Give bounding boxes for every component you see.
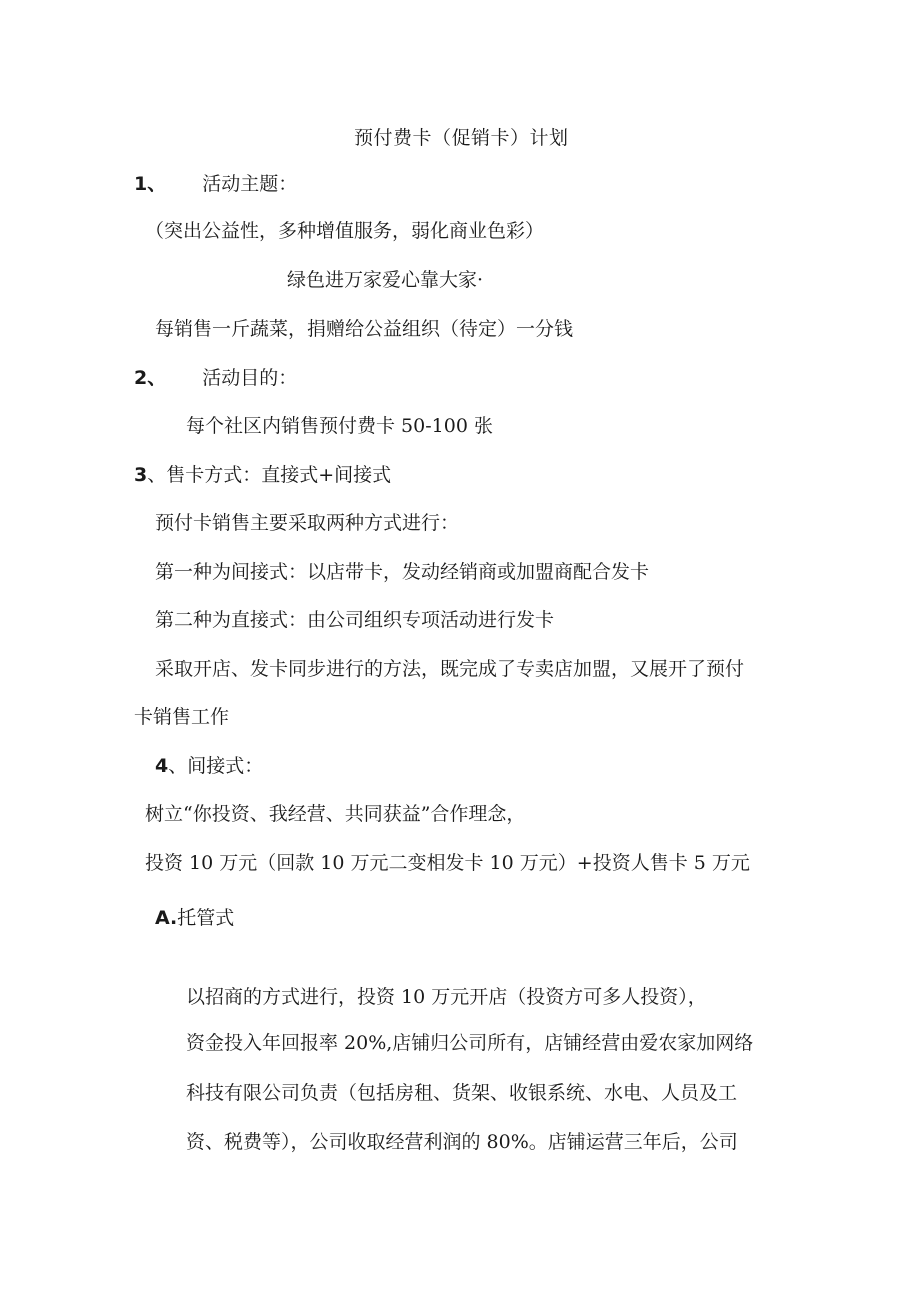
section-3-heading bbox=[134, 463, 391, 487]
section-1-heading bbox=[134, 172, 297, 196]
section-4-heading bbox=[155, 754, 263, 778]
section-2-number: 2、 bbox=[134, 367, 167, 389]
section-1-number: 1、 bbox=[134, 173, 167, 195]
trust-line-2: 资金投入年回报率 20%,店铺归公司所有，店铺经营由爱农家加网络 bbox=[186, 1032, 754, 1054]
section-3-number: 3 bbox=[134, 464, 148, 486]
section-2-title: 活动目的： bbox=[202, 367, 298, 389]
activity-goal: 每个社区内销售预付费卡 50-100 张 bbox=[186, 415, 493, 437]
method-summary-line-2: 卡销售工作 bbox=[134, 706, 230, 728]
trust-line-1: 以招商的方式进行，投资 10 万元开店（投资方可多人投资）， bbox=[186, 986, 707, 1008]
investment-terms: 投资 10 万元（回款 10 万元二变相发卡 10 万元）+投资人售卡 5 万元 bbox=[145, 852, 750, 874]
charity-pledge: 每销售一斤蔬菜，捐赠给公益组织（待定）一分钱 bbox=[155, 318, 574, 340]
document-title: 预付费卡（促销卡）计划 bbox=[354, 127, 569, 149]
trust-line-4: 资、税费等），公司收取经营利润的 80%。店铺运营三年后，公司 bbox=[186, 1131, 738, 1153]
subsection-a-title: 托管式 bbox=[177, 907, 235, 929]
section-1-title: 活动主题： bbox=[202, 173, 298, 195]
section-2-heading bbox=[134, 366, 297, 390]
theme-note: （突出公益性，多种增值服务，弱化商业色彩） bbox=[145, 220, 545, 242]
subsection-a-number: A. bbox=[155, 907, 178, 929]
slogan: 绿色进万家爱心靠大家· bbox=[287, 269, 484, 291]
trust-line-3: 科技有限公司负责（包括房租、货架、收银系统、水电、人员及工 bbox=[186, 1082, 738, 1104]
method-intro: 预付卡销售主要采取两种方式进行： bbox=[155, 512, 460, 534]
method-indirect: 第一种为间接式：以店带卡，发动经销商或加盟商配合发卡 bbox=[155, 561, 650, 583]
cooperation-concept: 树立“你投资、我经营、共同获益”合作理念， bbox=[145, 803, 526, 825]
section-4-number: 4 bbox=[155, 755, 169, 777]
subsection-a-heading bbox=[155, 906, 234, 930]
section-4-title: 、间接式： bbox=[168, 755, 264, 777]
method-direct: 第二种为直接式：由公司组织专项活动进行发卡 bbox=[155, 609, 555, 631]
method-summary-line-1: 采取开店、发卡同步进行的方法，既完成了专卖店加盟，又展开了预付 bbox=[155, 658, 745, 680]
section-3-title: 、售卡方式：直接式+间接式 bbox=[147, 464, 392, 486]
